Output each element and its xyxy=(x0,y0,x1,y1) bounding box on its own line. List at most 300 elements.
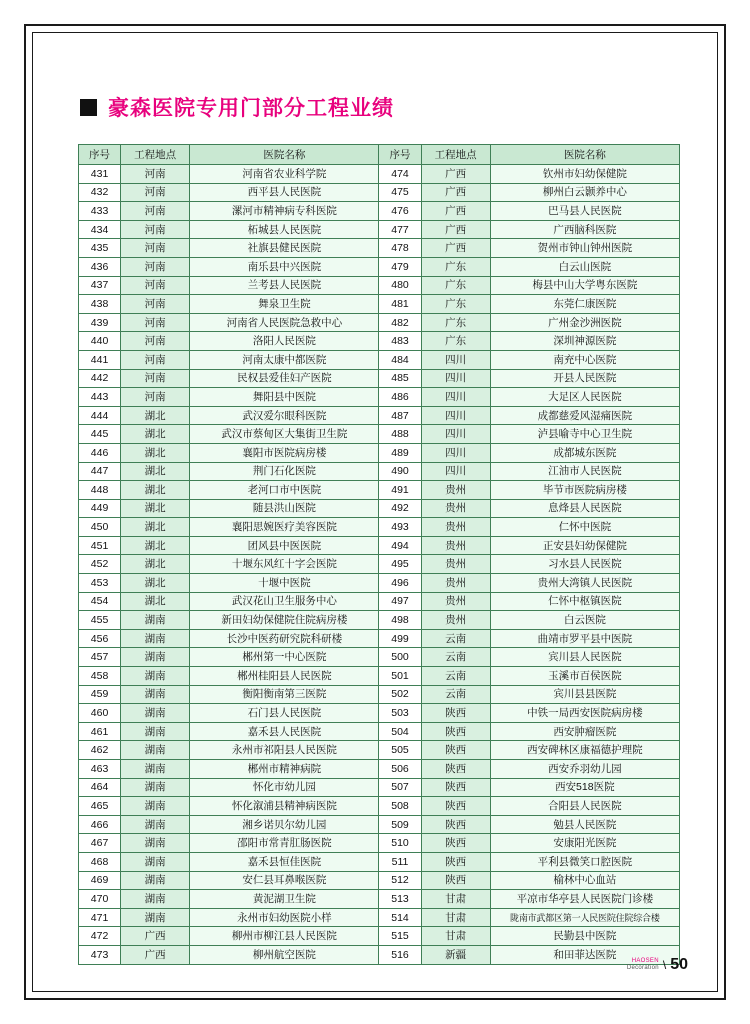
cell-hospital-right: 合阳县人民医院 xyxy=(490,797,679,816)
cell-location-right: 陕西 xyxy=(421,760,490,779)
cell-seq-right: 478 xyxy=(379,239,421,258)
cell-seq-left: 468 xyxy=(79,852,121,871)
cell-seq-right: 499 xyxy=(379,629,421,648)
cell-seq-left: 445 xyxy=(79,425,121,444)
cell-hospital-left: 洛阳人民医院 xyxy=(190,332,379,351)
page-title-text: 豪森医院专用门部分工程业绩 xyxy=(108,97,394,120)
cell-hospital-left: 黄泥湖卫生院 xyxy=(190,890,379,909)
cell-seq-right: 507 xyxy=(379,778,421,797)
cell-location-left: 河南 xyxy=(121,239,190,258)
table-row xyxy=(79,945,680,964)
cell-hospital-right: 曲靖市罗平县中医院 xyxy=(490,629,679,648)
cell-seq-right: 496 xyxy=(379,574,421,593)
cell-location-right: 广西 xyxy=(421,220,490,239)
cell-seq-right: 510 xyxy=(379,834,421,853)
cell-seq-right: 484 xyxy=(379,350,421,369)
cell-seq-right: 477 xyxy=(379,220,421,239)
cell-hospital-right: 民勤县中医院 xyxy=(490,927,679,946)
cell-hospital-right: 仁怀中医院 xyxy=(490,518,679,537)
cell-hospital-left: 湘乡诺贝尔幼儿园 xyxy=(190,815,379,834)
cell-hospital-left: 舞泉卫生院 xyxy=(190,295,379,314)
cell-seq-right: 504 xyxy=(379,722,421,741)
cell-location-left: 湖南 xyxy=(121,908,190,927)
cell-seq-left: 454 xyxy=(79,592,121,611)
table-row xyxy=(79,183,680,202)
cell-seq-right: 487 xyxy=(379,406,421,425)
cell-hospital-right: 安康阳光医院 xyxy=(490,834,679,853)
table-row xyxy=(79,760,680,779)
cell-seq-left: 442 xyxy=(79,369,121,388)
cell-seq-right: 505 xyxy=(379,741,421,760)
cell-hospital-right: 梅县中山大学粤东医院 xyxy=(490,276,679,295)
cell-location-left: 河南 xyxy=(121,220,190,239)
cell-location-left: 河南 xyxy=(121,202,190,221)
table-row xyxy=(79,165,680,184)
cell-location-right: 陕西 xyxy=(421,834,490,853)
cell-seq-right: 503 xyxy=(379,704,421,723)
cell-seq-left: 437 xyxy=(79,276,121,295)
table-row xyxy=(79,611,680,630)
cell-seq-right: 506 xyxy=(379,760,421,779)
cell-hospital-left: 舞阳县中医院 xyxy=(190,388,379,407)
cell-hospital-right: 正安县妇幼保健院 xyxy=(490,536,679,555)
table-row xyxy=(79,908,680,927)
cell-seq-left: 453 xyxy=(79,574,121,593)
table-row xyxy=(79,722,680,741)
cell-hospital-left: 随县洪山医院 xyxy=(190,499,379,518)
cell-hospital-left: 郴州第一中心医院 xyxy=(190,648,379,667)
cell-seq-right: 502 xyxy=(379,685,421,704)
cell-location-left: 湖北 xyxy=(121,592,190,611)
cell-seq-right: 495 xyxy=(379,555,421,574)
cell-location-right: 广西 xyxy=(421,202,490,221)
cell-hospital-left: 郴州桂阳县人民医院 xyxy=(190,667,379,686)
table-row xyxy=(79,890,680,909)
cell-location-right: 贵州 xyxy=(421,499,490,518)
cell-location-left: 湖南 xyxy=(121,722,190,741)
cell-location-left: 广西 xyxy=(121,927,190,946)
page-title xyxy=(80,92,708,122)
cell-location-right: 广东 xyxy=(421,257,490,276)
cell-hospital-left: 武汉市蔡甸区大集街卫生院 xyxy=(190,425,379,444)
cell-seq-right: 511 xyxy=(379,852,421,871)
cell-location-right: 广西 xyxy=(421,165,490,184)
cell-hospital-right: 开县人民医院 xyxy=(490,369,679,388)
cell-location-right: 贵州 xyxy=(421,574,490,593)
cell-hospital-left: 民权县爱佳妇产医院 xyxy=(190,369,379,388)
cell-hospital-left: 邵阳市常青肛肠医院 xyxy=(190,834,379,853)
cell-location-right: 广东 xyxy=(421,276,490,295)
cell-location-right: 云南 xyxy=(421,685,490,704)
table-row xyxy=(79,797,680,816)
column-header-seq-left: 序号 xyxy=(79,145,121,165)
cell-hospital-right: 成都城东医院 xyxy=(490,443,679,462)
cell-seq-left: 432 xyxy=(79,183,121,202)
cell-seq-right: 488 xyxy=(379,425,421,444)
cell-hospital-left: 兰考县人民医院 xyxy=(190,276,379,295)
cell-hospital-right: 平凉市华亭县人民医院门诊楼 xyxy=(490,890,679,909)
cell-hospital-left: 柘城县人民医院 xyxy=(190,220,379,239)
column-header-hospital-right: 医院名称 xyxy=(490,145,679,165)
cell-seq-right: 501 xyxy=(379,667,421,686)
table-row xyxy=(79,462,680,481)
cell-location-right: 广东 xyxy=(421,313,490,332)
cell-seq-right: 486 xyxy=(379,388,421,407)
table-row xyxy=(79,388,680,407)
cell-hospital-left: 十堰中医院 xyxy=(190,574,379,593)
cell-location-right: 四川 xyxy=(421,443,490,462)
cell-location-left: 河南 xyxy=(121,350,190,369)
table-row xyxy=(79,443,680,462)
cell-location-right: 广西 xyxy=(421,183,490,202)
table-row xyxy=(79,574,680,593)
cell-seq-left: 433 xyxy=(79,202,121,221)
cell-location-right: 云南 xyxy=(421,648,490,667)
cell-seq-right: 493 xyxy=(379,518,421,537)
cell-seq-left: 465 xyxy=(79,797,121,816)
cell-location-right: 陕西 xyxy=(421,704,490,723)
table-row xyxy=(79,536,680,555)
cell-location-right: 四川 xyxy=(421,462,490,481)
cell-seq-right: 492 xyxy=(379,499,421,518)
footer-divider-icon: \ xyxy=(662,958,667,972)
cell-location-right: 陕西 xyxy=(421,797,490,816)
cell-seq-right: 475 xyxy=(379,183,421,202)
cell-location-left: 湖南 xyxy=(121,629,190,648)
cell-hospital-left: 南乐县中兴医院 xyxy=(190,257,379,276)
cell-location-left: 湖南 xyxy=(121,704,190,723)
cell-seq-left: 449 xyxy=(79,499,121,518)
table-row xyxy=(79,667,680,686)
table-row xyxy=(79,685,680,704)
cell-seq-left: 443 xyxy=(79,388,121,407)
cell-location-left: 湖北 xyxy=(121,443,190,462)
cell-hospital-left: 河南省人民医院急救中心 xyxy=(190,313,379,332)
cell-hospital-left: 安仁县耳鼻喉医院 xyxy=(190,871,379,890)
cell-location-right: 甘肃 xyxy=(421,927,490,946)
cell-hospital-right: 贵州大湾镇人民医院 xyxy=(490,574,679,593)
cell-hospital-right: 息烽县人民医院 xyxy=(490,499,679,518)
cell-seq-left: 439 xyxy=(79,313,121,332)
cell-hospital-right: 南充中心医院 xyxy=(490,350,679,369)
cell-hospital-right: 仁怀中枢镇医院 xyxy=(490,592,679,611)
cell-location-right: 四川 xyxy=(421,350,490,369)
cell-hospital-left: 社旗县健民医院 xyxy=(190,239,379,258)
cell-hospital-left: 永州市妇幼医院小样 xyxy=(190,908,379,927)
cell-location-right: 陕西 xyxy=(421,815,490,834)
table-row xyxy=(79,871,680,890)
cell-seq-right: 483 xyxy=(379,332,421,351)
cell-seq-left: 446 xyxy=(79,443,121,462)
cell-location-right: 陕西 xyxy=(421,741,490,760)
cell-location-left: 湖北 xyxy=(121,462,190,481)
cell-seq-right: 490 xyxy=(379,462,421,481)
cell-hospital-right: 西安肿瘤医院 xyxy=(490,722,679,741)
cell-seq-right: 508 xyxy=(379,797,421,816)
title-bullet-icon xyxy=(80,99,97,116)
cell-location-left: 湖北 xyxy=(121,536,190,555)
cell-seq-left: 461 xyxy=(79,722,121,741)
table-body xyxy=(79,165,680,965)
table-row xyxy=(79,499,680,518)
table-row xyxy=(79,834,680,853)
cell-hospital-right: 深圳神源医院 xyxy=(490,332,679,351)
column-header-seq-right: 序号 xyxy=(379,145,421,165)
cell-hospital-left: 新田妇幼保健院住院病房楼 xyxy=(190,611,379,630)
cell-hospital-right: 勉县人民医院 xyxy=(490,815,679,834)
cell-hospital-right: 白云医院 xyxy=(490,611,679,630)
cell-location-right: 云南 xyxy=(421,629,490,648)
cell-seq-right: 494 xyxy=(379,536,421,555)
cell-location-left: 湖南 xyxy=(121,741,190,760)
cell-hospital-right: 西安碑林区康福德护理院 xyxy=(490,741,679,760)
table-row xyxy=(79,927,680,946)
cell-hospital-right: 贺州市钟山钟州医院 xyxy=(490,239,679,258)
cell-location-left: 河南 xyxy=(121,295,190,314)
table-row xyxy=(79,295,680,314)
performance-table-wrapper xyxy=(78,144,680,965)
cell-hospital-left: 怀化溆浦县精神病医院 xyxy=(190,797,379,816)
cell-location-right: 贵州 xyxy=(421,592,490,611)
cell-hospital-left: 襄阳市医院病房楼 xyxy=(190,443,379,462)
cell-seq-right: 509 xyxy=(379,815,421,834)
cell-seq-left: 447 xyxy=(79,462,121,481)
cell-location-left: 河南 xyxy=(121,388,190,407)
cell-hospital-left: 武汉爱尔眼科医院 xyxy=(190,406,379,425)
cell-hospital-left: 石门县人民医院 xyxy=(190,704,379,723)
cell-location-left: 河南 xyxy=(121,165,190,184)
cell-seq-left: 471 xyxy=(79,908,121,927)
cell-seq-right: 516 xyxy=(379,945,421,964)
cell-hospital-left: 团风县中医医院 xyxy=(190,536,379,555)
cell-seq-left: 462 xyxy=(79,741,121,760)
cell-hospital-right: 宾川县县医院 xyxy=(490,685,679,704)
cell-location-right: 新疆 xyxy=(421,945,490,964)
cell-location-left: 湖南 xyxy=(121,871,190,890)
cell-hospital-right: 泸县喻寺中心卫生院 xyxy=(490,425,679,444)
table-row xyxy=(79,852,680,871)
cell-seq-left: 448 xyxy=(79,481,121,500)
cell-seq-left: 452 xyxy=(79,555,121,574)
table-header-row xyxy=(79,145,680,165)
cell-seq-left: 455 xyxy=(79,611,121,630)
cell-hospital-right: 广西脑科医院 xyxy=(490,220,679,239)
cell-location-left: 湖北 xyxy=(121,499,190,518)
cell-hospital-left: 十堰东风红十字会医院 xyxy=(190,555,379,574)
table-row xyxy=(79,220,680,239)
table-row xyxy=(79,592,680,611)
cell-seq-left: 444 xyxy=(79,406,121,425)
cell-hospital-left: 河南太康中都医院 xyxy=(190,350,379,369)
table-row xyxy=(79,629,680,648)
cell-location-right: 陕西 xyxy=(421,722,490,741)
cell-location-left: 河南 xyxy=(121,257,190,276)
cell-hospital-right: 西安乔羽幼儿园 xyxy=(490,760,679,779)
cell-location-left: 湖南 xyxy=(121,685,190,704)
cell-seq-left: 456 xyxy=(79,629,121,648)
cell-location-left: 湖南 xyxy=(121,852,190,871)
cell-seq-right: 485 xyxy=(379,369,421,388)
cell-seq-right: 497 xyxy=(379,592,421,611)
cell-location-right: 陕西 xyxy=(421,871,490,890)
cell-hospital-left: 河南省农业科学院 xyxy=(190,165,379,184)
column-header-hospital-left: 医院名称 xyxy=(190,145,379,165)
cell-hospital-right: 习水县人民医院 xyxy=(490,555,679,574)
table-row xyxy=(79,481,680,500)
cell-seq-right: 513 xyxy=(379,890,421,909)
cell-hospital-right: 陇南市武都区第一人民医院住院综合楼 xyxy=(490,908,679,927)
cell-hospital-right: 柳州白云颢养中心 xyxy=(490,183,679,202)
table-row xyxy=(79,313,680,332)
cell-seq-right: 515 xyxy=(379,927,421,946)
cell-location-right: 广东 xyxy=(421,295,490,314)
cell-seq-left: 470 xyxy=(79,890,121,909)
cell-hospital-right: 榆林中心血站 xyxy=(490,871,679,890)
cell-location-right: 贵州 xyxy=(421,555,490,574)
cell-hospital-left: 嘉禾县恒佳医院 xyxy=(190,852,379,871)
table-row xyxy=(79,239,680,258)
cell-location-left: 广西 xyxy=(121,945,190,964)
footer-brand xyxy=(627,958,659,972)
cell-hospital-right: 玉溪市百侯医院 xyxy=(490,667,679,686)
cell-seq-right: 474 xyxy=(379,165,421,184)
cell-location-right: 贵州 xyxy=(421,481,490,500)
cell-hospital-right: 白云山医院 xyxy=(490,257,679,276)
cell-location-right: 云南 xyxy=(421,667,490,686)
cell-hospital-right: 和田菲达医院 xyxy=(490,945,679,964)
cell-hospital-left: 老河口市中医院 xyxy=(190,481,379,500)
table-row xyxy=(79,276,680,295)
table-row xyxy=(79,202,680,221)
cell-location-left: 湖南 xyxy=(121,778,190,797)
cell-location-left: 湖北 xyxy=(121,555,190,574)
cell-hospital-left: 怀化市幼儿园 xyxy=(190,778,379,797)
page-number: 50 xyxy=(670,956,688,973)
cell-location-left: 湖南 xyxy=(121,815,190,834)
cell-seq-left: 467 xyxy=(79,834,121,853)
cell-seq-left: 457 xyxy=(79,648,121,667)
cell-seq-right: 480 xyxy=(379,276,421,295)
cell-hospital-left: 衡阳衡南第三医院 xyxy=(190,685,379,704)
cell-seq-left: 464 xyxy=(79,778,121,797)
cell-seq-left: 438 xyxy=(79,295,121,314)
cell-seq-left: 440 xyxy=(79,332,121,351)
cell-hospital-left: 襄阳思婉医疗美容医院 xyxy=(190,518,379,537)
cell-location-right: 陕西 xyxy=(421,852,490,871)
cell-location-left: 河南 xyxy=(121,183,190,202)
cell-location-left: 河南 xyxy=(121,313,190,332)
cell-seq-left: 450 xyxy=(79,518,121,537)
cell-hospital-right: 钦州市妇幼保健院 xyxy=(490,165,679,184)
table-row xyxy=(79,406,680,425)
cell-seq-left: 473 xyxy=(79,945,121,964)
cell-location-left: 河南 xyxy=(121,276,190,295)
table-row xyxy=(79,648,680,667)
cell-location-right: 甘肃 xyxy=(421,890,490,909)
cell-seq-left: 466 xyxy=(79,815,121,834)
cell-location-left: 湖南 xyxy=(121,667,190,686)
cell-seq-left: 451 xyxy=(79,536,121,555)
cell-hospital-left: 郴州市精神病院 xyxy=(190,760,379,779)
cell-location-right: 四川 xyxy=(421,406,490,425)
cell-seq-left: 441 xyxy=(79,350,121,369)
cell-location-right: 四川 xyxy=(421,425,490,444)
cell-hospital-right: 江油市人民医院 xyxy=(490,462,679,481)
cell-hospital-left: 武汉花山卫生服务中心 xyxy=(190,592,379,611)
cell-seq-left: 435 xyxy=(79,239,121,258)
cell-seq-left: 472 xyxy=(79,927,121,946)
performance-table xyxy=(78,144,680,965)
cell-hospital-right: 巴马县人民医院 xyxy=(490,202,679,221)
column-header-location-right: 工程地点 xyxy=(421,145,490,165)
cell-hospital-left: 漯河市精神病专科医院 xyxy=(190,202,379,221)
cell-seq-left: 434 xyxy=(79,220,121,239)
cell-hospital-right: 东莞仁康医院 xyxy=(490,295,679,314)
cell-location-left: 河南 xyxy=(121,369,190,388)
cell-seq-right: 512 xyxy=(379,871,421,890)
cell-seq-left: 458 xyxy=(79,667,121,686)
cell-location-left: 湖南 xyxy=(121,834,190,853)
cell-location-right: 贵州 xyxy=(421,518,490,537)
cell-hospital-right: 平利县微笑口腔医院 xyxy=(490,852,679,871)
cell-location-left: 湖南 xyxy=(121,648,190,667)
cell-seq-right: 479 xyxy=(379,257,421,276)
cell-location-right: 四川 xyxy=(421,369,490,388)
cell-seq-right: 491 xyxy=(379,481,421,500)
cell-seq-right: 514 xyxy=(379,908,421,927)
table-row xyxy=(79,369,680,388)
cell-seq-right: 498 xyxy=(379,611,421,630)
cell-hospital-right: 成都慈爱风湿痛医院 xyxy=(490,406,679,425)
cell-seq-left: 431 xyxy=(79,165,121,184)
footer-brand-line1: HAOSEN xyxy=(631,958,659,964)
footer-brand-line2: Decoration xyxy=(626,965,659,971)
cell-hospital-left: 荆门石化医院 xyxy=(190,462,379,481)
cell-seq-right: 500 xyxy=(379,648,421,667)
table-row xyxy=(79,704,680,723)
page-content xyxy=(42,42,708,982)
cell-hospital-left: 嘉禾县人民医院 xyxy=(190,722,379,741)
cell-hospital-left: 柳州航空医院 xyxy=(190,945,379,964)
cell-seq-left: 460 xyxy=(79,704,121,723)
cell-hospital-right: 西安518医院 xyxy=(490,778,679,797)
table-row xyxy=(79,350,680,369)
cell-hospital-right: 中铁一局西安医院病房楼 xyxy=(490,704,679,723)
cell-seq-left: 459 xyxy=(79,685,121,704)
cell-hospital-left: 西平县人民医院 xyxy=(190,183,379,202)
cell-location-left: 湖南 xyxy=(121,611,190,630)
cell-hospital-left: 柳州市柳江县人民医院 xyxy=(190,927,379,946)
table-row xyxy=(79,778,680,797)
cell-hospital-left: 长沙中医药研究院科研楼 xyxy=(190,629,379,648)
cell-seq-right: 482 xyxy=(379,313,421,332)
cell-location-left: 湖北 xyxy=(121,406,190,425)
column-header-location-left: 工程地点 xyxy=(121,145,190,165)
table-row xyxy=(79,257,680,276)
cell-seq-left: 463 xyxy=(79,760,121,779)
cell-location-right: 贵州 xyxy=(421,536,490,555)
cell-seq-left: 469 xyxy=(79,871,121,890)
cell-hospital-right: 广州金沙洲医院 xyxy=(490,313,679,332)
cell-location-left: 湖北 xyxy=(121,481,190,500)
cell-hospital-right: 毕节市医院病房楼 xyxy=(490,481,679,500)
cell-location-left: 河南 xyxy=(121,332,190,351)
cell-seq-right: 481 xyxy=(379,295,421,314)
page-footer xyxy=(627,957,688,972)
cell-location-right: 广东 xyxy=(421,332,490,351)
cell-hospital-right: 宾川县人民医院 xyxy=(490,648,679,667)
table-header xyxy=(79,145,680,165)
